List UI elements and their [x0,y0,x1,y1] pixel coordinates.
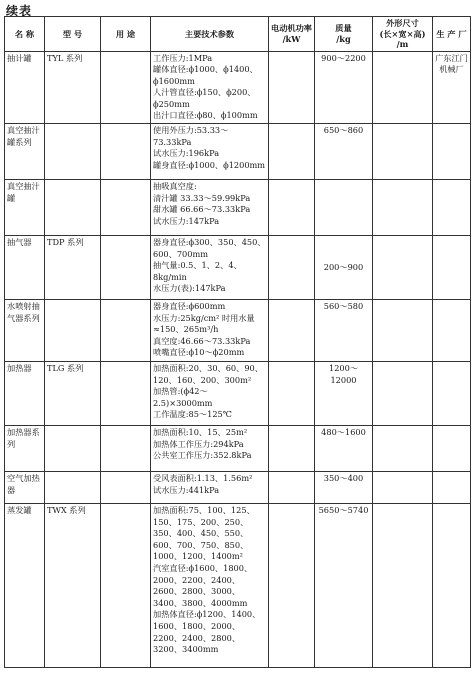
cell-model [45,426,101,472]
cell-use [101,124,151,180]
spec-line: 喷嘴直径:ϕ10～ϕ20mm [153,347,245,358]
cell-use [101,362,151,426]
cell-mass: 560～580 [315,300,373,362]
spec-line: 加热管:(ϕ42～2.5)×3000mm [153,386,213,408]
header-model: 型 号 [45,17,101,52]
spec-line: 水压力:25kg/cm² 时用水量≈150、265m³/h [153,312,255,335]
cell-dims [373,51,433,124]
spec-line: 器身直径:ϕ600mm [153,301,226,312]
cell-model [45,300,101,362]
cell-name: 真空抽汁罐 [5,180,45,236]
spec-line: 加热面积:75、100、125、150、175、200、250、350、400、450、550、600、700、750、850、1000、1200、1400m² [153,505,255,562]
header-mass [315,17,373,52]
cell-name: 真空抽汁罐系列 [5,124,45,180]
spec-line: 出汁口直径:ϕ80、ϕ100mm [153,110,258,121]
spec-line: 人汁管直径:ϕ150、ϕ200、ϕ250mm [153,87,256,109]
cell-maker [433,472,471,504]
cell-maker [433,236,471,300]
header-use: 用 途 [101,17,151,52]
cell-maker [433,504,471,668]
cell-spec [151,362,269,426]
cell-spec [151,236,269,300]
cell-maker: 广东江门机械厂 [433,51,471,124]
cell-dims [373,236,433,300]
header-dims-unit: /m [396,39,409,49]
header-name: 名 称 [5,17,45,52]
cell-spec [151,300,269,362]
cell-mass: 650～860 [315,124,373,180]
cell-power [269,504,315,668]
spec-line: 汽室直径:ϕ1600、1800、2000、2200、2400、2600、2800、3000、3400、3800、4000mm [153,563,253,608]
cell-power [269,362,315,426]
cell-name: 加热器 [5,362,45,426]
cell-power [269,124,315,180]
cell-model: TYL 系列 [45,51,101,124]
cell-mass: 1200～12000 [315,362,373,426]
cell-name: 抽气器 [5,236,45,300]
spec-line: 加热体直径:ϕ1200、1400、1600、1800、2000、2200、2400、2800、3200、3400mm [153,609,261,655]
table-header-row [5,17,471,52]
header-power-line: 电动机功率 [271,23,312,34]
cell-dims [373,504,433,668]
cell-maker [433,124,471,180]
table-row [5,504,471,668]
spec-line: 水压力(表):147kPa [153,283,226,294]
cell-use [101,504,151,668]
cell-spec [151,426,269,472]
cell-maker [433,362,471,426]
spec-line: 罐身直径:ϕ1000、ϕ1200mm [153,159,266,170]
spec-line: 加热体工作压力:294kPa [153,438,244,449]
cell-mass: 200～900 [315,236,373,300]
header-dims [373,17,433,52]
header-dims-line: 外形尺寸 [386,18,419,28]
table-row [5,426,471,472]
spec-line: 加热面积:10、15、25m² [153,427,248,438]
cell-spec [151,472,269,504]
spec-line: 加热面积:20、30、60、90、120、160、200、300m² [153,363,263,385]
cell-model: TLG 系列 [45,362,101,426]
cell-dims [373,426,433,472]
cell-name: 水喷射抽气器系列 [5,300,45,362]
cell-mass: 5650～5740 [315,504,373,668]
spec-line: 清汁罐 33.33～59.99kPa [153,192,251,203]
cell-spec [151,51,269,124]
equipment-table [4,16,471,668]
table-row [5,236,471,300]
cell-power [269,472,315,504]
spec-line: 公共室工作压力:352.8kPa [153,450,252,461]
page-title: 续表 [6,4,33,18]
cell-name: 抽计罐 [5,51,45,124]
cell-mass [315,180,373,236]
spec-line: 器身直径:ϕ300、350、450、600、700mm [153,237,266,259]
cell-model [45,472,101,504]
table-row [5,51,471,124]
cell-mass: 900～2200 [315,51,373,124]
spec-line: 试水压力:441kPa [153,484,220,495]
cell-power [269,180,315,236]
spec-line: 使用外压力:53.33～73.33kPa [153,125,229,147]
cell-spec [151,504,269,668]
cell-dims [373,362,433,426]
table-row [5,300,471,362]
cell-use [101,472,151,504]
spec-line: 工作温度:85～125℃ [153,409,232,420]
header-power-unit: /kW [282,33,301,44]
cell-spec [151,180,269,236]
cell-dims [373,124,433,180]
cell-power [269,300,315,362]
cell-model [45,124,101,180]
header-spec: 主要技术参数 [151,17,269,52]
spec-line: 抽吸真空度: [153,181,197,192]
cell-power [269,51,315,124]
cell-model: TWX 系列 [45,504,101,668]
header-maker: 生 产 厂 [433,17,471,52]
table-row [5,472,471,504]
spec-line: 工作压力:1MPa [153,52,213,63]
cell-dims [373,472,433,504]
spec-line: 抽气量:0.5、1、2、4、8kg/min [153,260,242,282]
table-row [5,124,471,180]
spec-line: 罐体直径:ϕ1000、ϕ1400、ϕ1600mm [153,64,258,86]
cell-name: 蒸发罐 [5,504,45,668]
cell-use [101,300,151,362]
cell-name: 空气加热器 [5,472,45,504]
spec-line: 试水压力:147kPa [153,215,220,226]
cell-use [101,51,151,124]
header-power [269,17,315,52]
cell-use [101,180,151,236]
header-mass-unit: /kg [336,33,351,44]
cell-name: 加热器系列 [5,426,45,472]
spec-line: 受风表面积:1.13、1.56m² [153,473,253,484]
cell-dims [373,180,433,236]
header-mass-line: 质量 [335,23,352,34]
cell-spec [151,124,269,180]
spec-line: 试水压力:196kPa [153,148,220,159]
cell-power [269,426,315,472]
header-dims-sub: (长×宽×高) [379,28,426,39]
cell-use [101,426,151,472]
table-row [5,362,471,426]
spec-line: 真空度:46.66～73.33kPa [153,335,251,346]
spec-line: 甜水罐 66.66～73.33kPa [153,204,251,215]
cell-maker [433,300,471,362]
cell-maker [433,180,471,236]
cell-maker [433,426,471,472]
cell-dims [373,300,433,362]
cell-model [45,180,101,236]
cell-use [101,236,151,300]
cell-model: TDP 系列 [45,236,101,300]
cell-power [269,236,315,300]
cell-mass: 350～400 [315,472,373,504]
table-row [5,180,471,236]
cell-mass: 480～1600 [315,426,373,472]
